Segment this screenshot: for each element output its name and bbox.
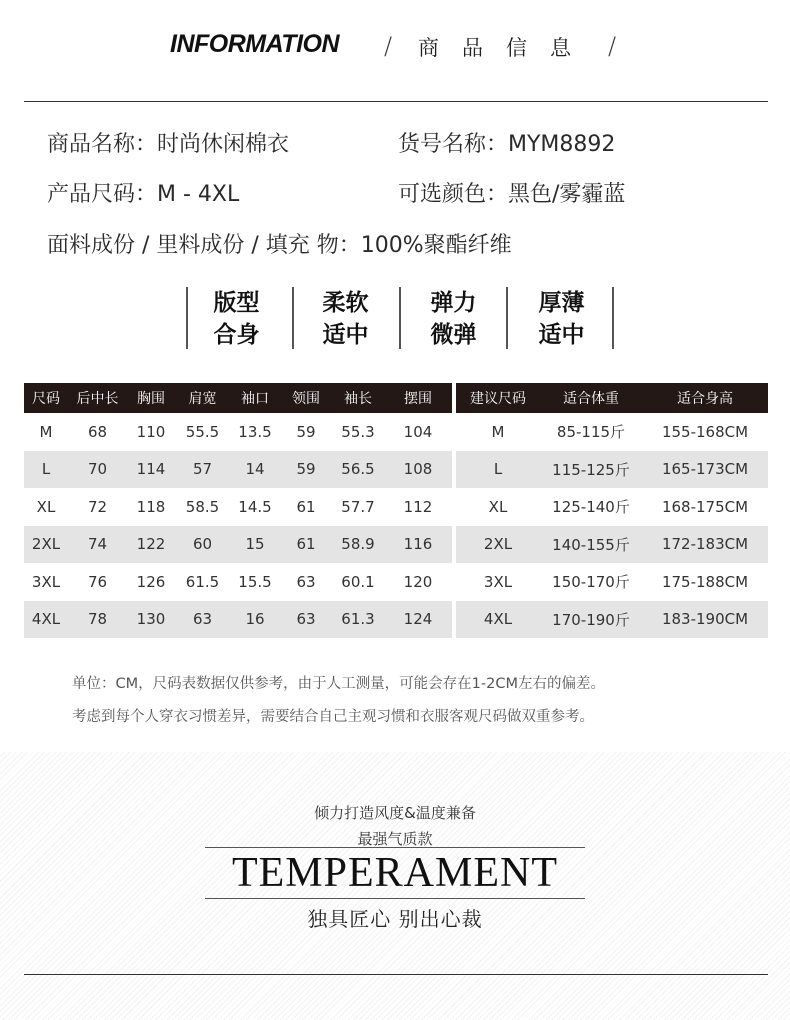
size-cell: 63 (296, 572, 316, 591)
feature-fit-label: 版型 (213, 290, 260, 316)
banner-subslogan: 最强气质款 (357, 830, 433, 848)
header-slash-left: / (384, 32, 393, 60)
size-cell: 14.5 (238, 497, 272, 516)
feature-fit (184, 287, 289, 351)
fit-cell: L (456, 451, 540, 489)
size-cell: 60.1 (341, 572, 375, 591)
size-cell: 78 (68, 601, 127, 639)
size-col-header: 袖长 (332, 383, 384, 413)
size-cell: 55.5 (185, 422, 220, 441)
size-cell: 61.3 (332, 601, 384, 639)
fit-cell: 2XL (456, 526, 540, 564)
size-col-header: 袖口 (230, 383, 280, 413)
fit-cell: 85-115斤 (556, 423, 626, 442)
size-cell: 15.5 (238, 572, 272, 591)
fit-table-row (456, 563, 768, 601)
size-table-row (24, 601, 452, 639)
product-code: 货号名称：MYM8892 (398, 132, 616, 157)
feature-elasticity (401, 287, 506, 351)
size-cell: 68 (87, 422, 108, 441)
size-cell: 74 (68, 526, 127, 564)
size-cell: 76 (87, 572, 108, 591)
header-divider (24, 101, 768, 102)
size-table-row (24, 413, 452, 451)
fit-cell: 125-140斤 (552, 498, 630, 517)
fit-cell: 150-170斤 (552, 573, 630, 592)
fit-cell: 4XL (456, 601, 540, 639)
fit-cell: 3XL (483, 572, 513, 591)
size-cell: 130 (127, 601, 175, 639)
size-cell: 14 (230, 451, 280, 489)
size-cell: 15 (230, 526, 280, 564)
banner-title: TEMPERAMENT (205, 847, 585, 899)
size-cell: 61.5 (185, 572, 220, 591)
fit-cell: 140-155斤 (540, 526, 642, 564)
fit-table-row (456, 451, 768, 489)
fit-advice-note: 考虑到每个人穿衣习惯差异，需要结合自己主观习惯和衣服客观尺码做双重参考。 (72, 709, 594, 725)
size-table-row (24, 451, 452, 489)
product-sizes: 产品尺码：M - 4XL (47, 182, 240, 207)
size-cell: 16 (230, 601, 280, 639)
header-title-en: INFORMATION (170, 30, 340, 58)
header-title-cn: 商品信息 (418, 36, 594, 60)
fit-cell: 183-190CM (642, 601, 768, 639)
fit-cell: XL (488, 497, 508, 516)
size-cell: 4XL (24, 601, 68, 639)
fit-table-row (456, 413, 768, 451)
size-cell: 122 (127, 526, 175, 564)
banner-slogan: 倾力打造风度&温度兼备 (314, 804, 476, 822)
feature-fit-value: 合身 (213, 322, 260, 348)
fit-cell: 172-183CM (642, 526, 768, 564)
fit-cell: M (491, 422, 505, 441)
size-cell: 55.3 (341, 422, 375, 441)
size-cell: 114 (127, 451, 175, 489)
size-table-header-row (24, 383, 452, 413)
size-cell: 118 (136, 497, 166, 516)
fit-col-header: 适合身高 (642, 383, 768, 413)
fit-cell: 170-190斤 (540, 601, 642, 639)
fit-col-header: 适合体重 (540, 383, 642, 413)
size-cell: L (24, 451, 68, 489)
size-cell: 57 (175, 451, 230, 489)
size-cell: 2XL (24, 526, 68, 564)
product-material: 面料成份 / 里料成份 / 填充 物：100%聚酯纤维 (47, 233, 512, 258)
info-header (0, 28, 790, 68)
size-cell: 13.5 (238, 422, 272, 441)
size-col-header: 胸围 (127, 383, 175, 413)
size-cell: 59 (280, 451, 332, 489)
feature-softness-label: 柔软 (322, 290, 369, 316)
size-cell: 104 (403, 422, 433, 441)
size-cell: 58.9 (332, 526, 384, 564)
size-cell: 108 (384, 451, 452, 489)
size-cell: 58.5 (185, 497, 220, 516)
fit-table-row (456, 601, 768, 639)
size-chart-table (24, 383, 452, 638)
size-cell: 61 (280, 526, 332, 564)
feature-softness-value: 适中 (322, 322, 369, 348)
size-cell: 57.7 (341, 497, 375, 516)
banner-bottom-divider (24, 974, 768, 975)
feature-thickness-value: 适中 (538, 322, 585, 348)
feature-divider (612, 287, 614, 349)
fit-table-row (456, 526, 768, 564)
feature-strip (0, 287, 790, 349)
product-colors: 可选颜色：黑色/雾霾蓝 (398, 182, 626, 207)
size-cell: 56.5 (332, 451, 384, 489)
size-cell: 60 (175, 526, 230, 564)
size-col-header: 尺码 (24, 383, 68, 413)
size-col-header: 肩宽 (175, 383, 230, 413)
fit-cell: 165-173CM (642, 451, 768, 489)
fit-cell: 168-175CM (661, 497, 749, 516)
fit-table-row (456, 488, 768, 526)
feature-elasticity-label: 弹力 (430, 290, 477, 316)
fit-cell: 175-188CM (661, 572, 749, 591)
size-cell: 112 (403, 497, 433, 516)
size-cell: XL (36, 497, 56, 516)
size-cell: 126 (136, 572, 166, 591)
fit-cell: 115-125斤 (540, 451, 642, 489)
banner-motto: 独具匠心 别出心裁 (307, 907, 483, 931)
feature-softness (293, 287, 398, 351)
size-cell: 72 (87, 497, 108, 516)
feature-divider (506, 287, 508, 349)
feature-thickness (509, 287, 614, 351)
header-slash-right: / (608, 32, 617, 60)
size-cell: 120 (403, 572, 433, 591)
fit-col-header: 建议尺码 (456, 383, 540, 413)
size-col-header: 后中长 (68, 383, 127, 413)
size-table-row (24, 526, 452, 564)
size-cell: 61 (296, 497, 316, 516)
feature-thickness-label: 厚薄 (538, 290, 585, 316)
size-cell: 70 (68, 451, 127, 489)
fit-cell: 155-168CM (661, 422, 749, 441)
size-cell: 63 (280, 601, 332, 639)
fit-recommendation-table (456, 383, 768, 638)
feature-elasticity-value: 微弹 (430, 322, 477, 348)
size-table-row (24, 563, 452, 601)
size-cell: 59 (296, 422, 316, 441)
size-cell: 63 (175, 601, 230, 639)
fit-table-header-row (456, 383, 768, 413)
size-cell: 3XL (31, 572, 61, 591)
size-cell: 110 (136, 422, 166, 441)
size-cell: M (39, 422, 53, 441)
size-cell: 116 (384, 526, 452, 564)
product-name: 商品名称：时尚休闲棉衣 (47, 132, 290, 157)
size-col-header: 摆围 (384, 383, 452, 413)
size-col-header: 领围 (280, 383, 332, 413)
measurement-note: 单位：CM，尺码表数据仅供参考，由于人工测量，可能会存在1-2CM左右的偏差。 (72, 676, 605, 692)
size-cell: 124 (384, 601, 452, 639)
size-table-row (24, 488, 452, 526)
